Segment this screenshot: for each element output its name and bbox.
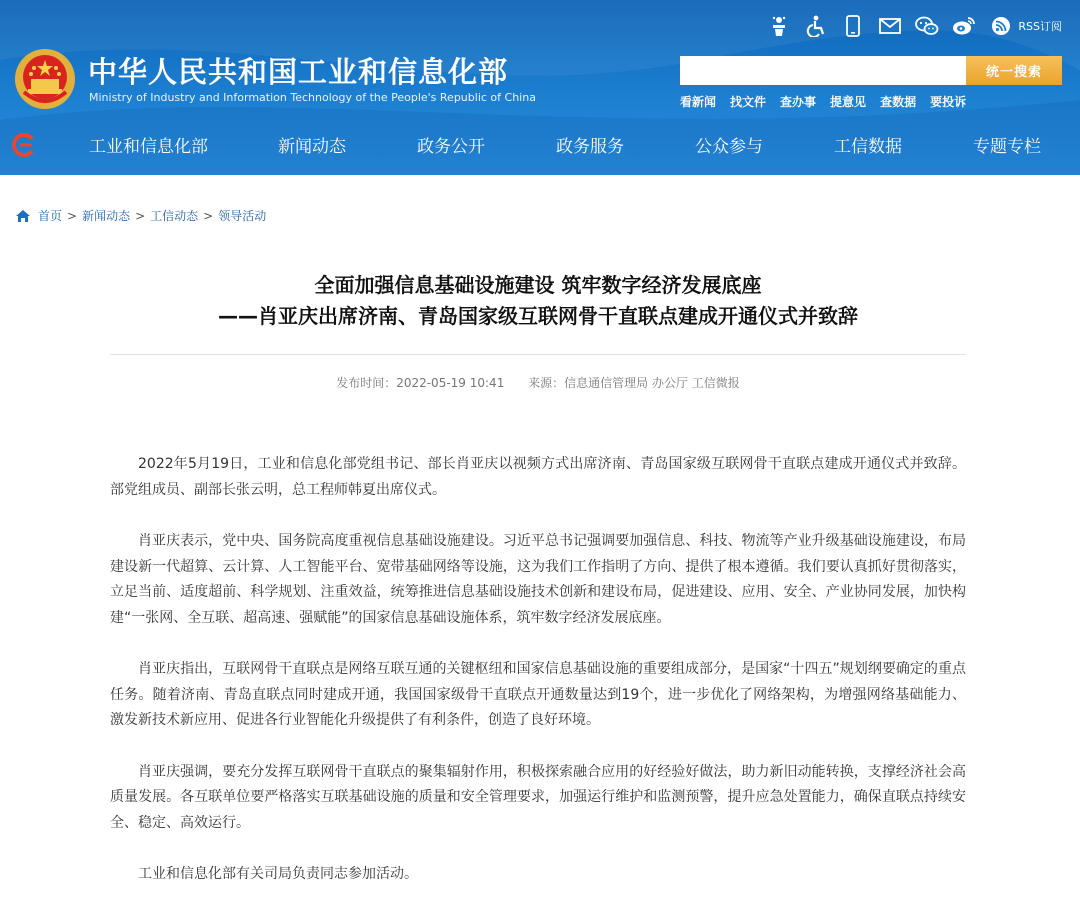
nav-item-ministry[interactable]: 工业和信息化部 xyxy=(89,137,208,157)
nav-item-news[interactable]: 新闻动态 xyxy=(278,137,346,157)
article-title-sub: ——肖亚庆出席济南、青岛国家级互联网骨干直联点建成开通仪式并致辞 xyxy=(218,304,858,328)
quick-link-services[interactable]: 查办事 xyxy=(780,95,817,109)
search-button[interactable]: 统一搜索 xyxy=(966,56,1062,85)
article-paragraph: 肖亚庆强调，要充分发挥互联网骨干直联点的聚集辐射作用，积极探索融合应用的好经验好做法，助力新旧动能转换，支撑经济社会高质量发展。各互联单位要严格落实互联基础设施的质量和安全管理要求，加强运行维护和监测预警，提升应急处置能力，确保直联点持续安全、稳定、高效运行。 xyxy=(110,763,966,831)
rss-icon[interactable] xyxy=(989,14,1013,38)
rss-label[interactable]: RSS订阅 xyxy=(1018,20,1062,33)
breadcrumb-industry-news[interactable]: 工信动态 xyxy=(150,209,199,223)
mail-icon[interactable] xyxy=(878,14,902,38)
article-paragraph: 肖亚庆指出，互联网骨干直联点是网络互联互通的关键枢纽和国家信息基础设施的重要组成部分，是国家“十四五”规划纲要确定的重点任务。随着济南、青岛直联点同时建成开通，我国国家级骨干直联点开通数量达到19个，进一步优化了网络架构，为增强网络基础能力、激发新技术新应用、促进各行业智能化升级提供了有利条件，创造了良好环境。 xyxy=(110,661,966,728)
quick-link-data[interactable]: 查数据 xyxy=(880,95,917,109)
site-subtitle: Ministry of Industry and Information Technology of the People's Republic of China xyxy=(89,91,536,104)
quick-link-files[interactable]: 找文件 xyxy=(730,95,767,109)
article-meta xyxy=(110,374,966,391)
article-source: 来源：信息通信管理局 办公厅 工信微报 xyxy=(528,376,740,390)
site-header xyxy=(0,0,1080,175)
breadcrumb-home[interactable]: 首页 xyxy=(38,209,63,223)
nav-item-gov-services[interactable]: 政务服务 xyxy=(556,137,624,157)
quick-link-feedback[interactable]: 提意见 xyxy=(830,95,867,109)
breadcrumb-news[interactable]: 新闻动态 xyxy=(82,209,131,223)
nav-item-gov-affairs[interactable]: 政务公开 xyxy=(417,137,485,157)
phone-icon[interactable] xyxy=(841,14,865,38)
main-nav xyxy=(0,118,1080,170)
nav-item-topics[interactable]: 专题专栏 xyxy=(973,137,1041,157)
quick-link-complaint[interactable]: 要投诉 xyxy=(930,95,967,109)
breadcrumb-separator: > xyxy=(203,208,214,223)
nav-item-data[interactable]: 工信数据 xyxy=(834,137,902,157)
article-paragraph: 肖亚庆表示，党中央、国务院高度重视信息基础设施建设。习近平总书记强调要加强信息、科技、物流等产业升级基础设施建设，布局建设新一代超算、云计算、人工智能平台、宽带基础网络等设施，这为我们工作指明了方向、提供了根本遵循。我们要认真抓好贯彻落实，立足当前、适度超前、科学规划、注重效益，统筹推进信息基础设施技术创新和建设布局，促进建设、应用、安全、产业协同发展，加快构建“一张网、全互联、超高速、强赋能”的国家信息基础设施体系，筑牢数字经济发展底座。 xyxy=(110,533,966,626)
site-title[interactable]: 中华人民共和国工业和信息化部 xyxy=(88,55,509,89)
breadcrumb-separator: > xyxy=(67,208,78,223)
publish-time: 发布时间：2022-05-19 10:41 xyxy=(336,376,505,390)
title-divider xyxy=(110,354,966,355)
mobile-app-icon[interactable] xyxy=(767,14,791,38)
accessibility-icon[interactable] xyxy=(804,14,828,38)
article-paragraph: 工业和信息化部有关司局负责同志参加活动。 xyxy=(138,866,418,882)
breadcrumb-separator: > xyxy=(135,208,146,223)
national-emblem-icon[interactable] xyxy=(14,48,76,110)
top-utility-icons xyxy=(767,14,1062,38)
weibo-icon[interactable] xyxy=(952,14,976,38)
article-paragraph: 2022年5月19日，工业和信息化部党组书记、部长肖亚庆以视频方式出席济南、青岛国家级互联网骨干直联点建成开通仪式并致辞。部党组成员、副部长张云明，总工程师韩夏出席仪式。 xyxy=(110,456,966,498)
search-box xyxy=(680,56,1062,85)
quick-links xyxy=(680,93,966,110)
article-title xyxy=(110,270,966,332)
article-title-main: 全面加强信息基础设施建设 筑牢数字经济发展底座 xyxy=(314,273,762,297)
quick-link-news[interactable]: 看新闻 xyxy=(680,95,717,109)
breadcrumb-leadership[interactable]: 领导活动 xyxy=(218,209,267,223)
wechat-icon[interactable] xyxy=(915,14,939,38)
breadcrumb xyxy=(15,207,266,224)
home-icon xyxy=(15,209,31,223)
nav-item-public-participation[interactable]: 公众参与 xyxy=(695,137,763,157)
ministry-logo-icon[interactable] xyxy=(12,133,36,157)
article-body xyxy=(110,452,966,914)
search-input[interactable] xyxy=(680,56,966,85)
